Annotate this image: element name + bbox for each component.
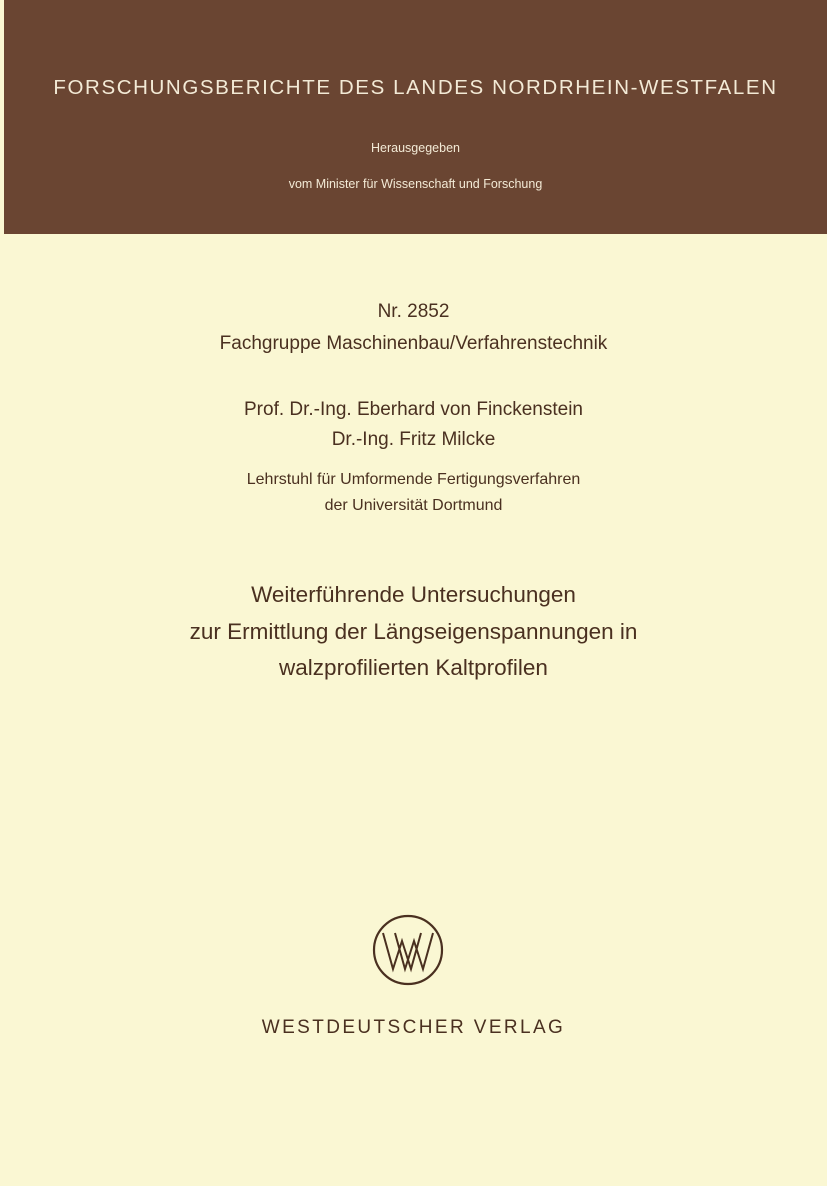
report-section: Fachgruppe Maschinenbau/Verfahrenstechnik	[219, 333, 608, 354]
publisher-name: WESTDEUTSCHER VERLAG	[261, 1017, 566, 1038]
report-number: Nr. 2852	[377, 301, 450, 322]
institution-line-1: Lehrstuhl für Umformende Fertigungsverfahren	[246, 471, 581, 488]
header-band	[4, 0, 827, 234]
wv-publisher-logo-icon	[371, 913, 445, 987]
title-line-2: zur Ermittlung der Längseigenspannungen in	[189, 619, 638, 644]
series-title: FORSCHUNGSBERICHTE DES LANDES NORDRHEIN-WESTFALEN	[53, 76, 778, 99]
author-2: Dr.-Ing. Fritz Milcke	[331, 429, 496, 450]
editor-label: Herausgegeben	[371, 141, 460, 155]
institution-line-2: der Universität Dortmund	[324, 497, 503, 514]
title-line-1: Weiterführende Untersuchungen	[251, 582, 576, 607]
title-line-3: walzprofilierten Kaltprofilen	[279, 655, 548, 680]
editor-name: vom Minister für Wissenschaft und Forschung	[288, 177, 543, 191]
author-1: Prof. Dr.-Ing. Eberhard von Finckenstein	[244, 399, 583, 420]
